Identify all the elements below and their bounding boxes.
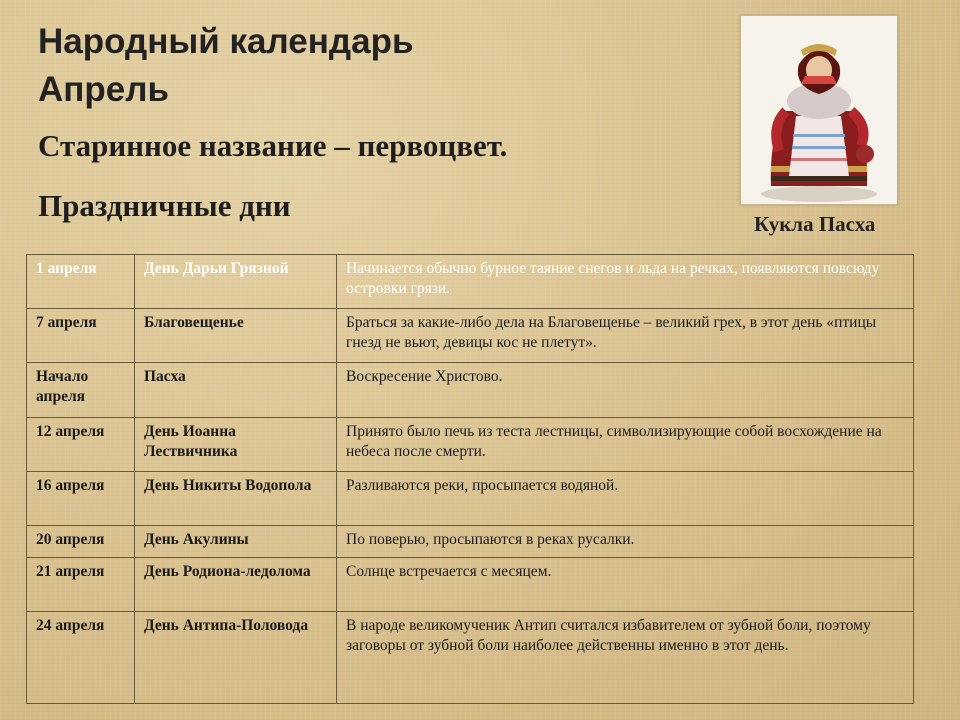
- description-cell: Начинается обычно бурное таяние снегов и льда на речках, появляются повсюду островки грязи.: [337, 255, 914, 309]
- holidays-heading: Праздничные дни: [38, 188, 291, 223]
- table-row: [27, 612, 914, 704]
- date-cell: 20 апреля: [27, 526, 135, 558]
- date-cell: 12 апреля: [27, 418, 135, 472]
- doll-illustration: [741, 16, 897, 204]
- description-cell: По поверью, просыпаются в реках русалки.: [337, 526, 914, 558]
- table-row: [27, 558, 914, 612]
- description-cell: Принято было печь из теста лестницы, символизирующие собой восхождение на небеса после смерти.: [337, 418, 914, 472]
- description-cell: Солнце встречается с месяцем.: [337, 558, 914, 612]
- title-line-calendar: Народный календарь: [38, 22, 414, 61]
- date-cell: 16 апреля: [27, 472, 135, 526]
- old-name-text: Старинное название – первоцвет.: [38, 128, 508, 163]
- title-line-month: Апрель: [38, 70, 170, 109]
- holiday-name-cell: День Никиты Водопола: [135, 472, 337, 526]
- date-cell: 7 апреля: [27, 309, 135, 363]
- table-row: [27, 526, 914, 558]
- holidays-table: [26, 254, 914, 704]
- date-cell: 21 апреля: [27, 558, 135, 612]
- description-cell: Разливаются реки, просыпается водяной.: [337, 472, 914, 526]
- table-row: [27, 309, 914, 363]
- doll-photo: [740, 15, 898, 205]
- holiday-name-cell: День Антипа-Половода: [135, 612, 337, 704]
- table-row: [27, 472, 914, 526]
- description-cell: Браться за какие-либо дела на Благовещенье – великий грех, в этот день «птицы гнезд не вьют, девицы кос не плетут».: [337, 309, 914, 363]
- description-cell: Воскресение Христово.: [337, 363, 914, 418]
- table-row: [27, 363, 914, 418]
- holiday-name-cell: День Иоанна Лествичника: [135, 418, 337, 472]
- description-cell: В народе великомученик Антип считался избавителем от зубной боли, поэтому заговоры от зубной боли наиболее действенны именно в этот день.: [337, 612, 914, 704]
- date-cell: 1 апреля: [27, 255, 135, 309]
- table-row: [27, 255, 914, 309]
- holiday-name-cell: День Дарьи Грязной: [135, 255, 337, 309]
- date-cell: Начало апреля: [27, 363, 135, 418]
- holiday-name-cell: Благовещенье: [135, 309, 337, 363]
- holiday-name-cell: День Родиона-ледолома: [135, 558, 337, 612]
- date-cell: 24 апреля: [27, 612, 135, 704]
- table-row: [27, 418, 914, 472]
- photo-caption: Кукла Пасха: [754, 212, 876, 236]
- holiday-name-cell: Пасха: [135, 363, 337, 418]
- holiday-name-cell: День Акулины: [135, 526, 337, 558]
- page-title: [38, 18, 413, 114]
